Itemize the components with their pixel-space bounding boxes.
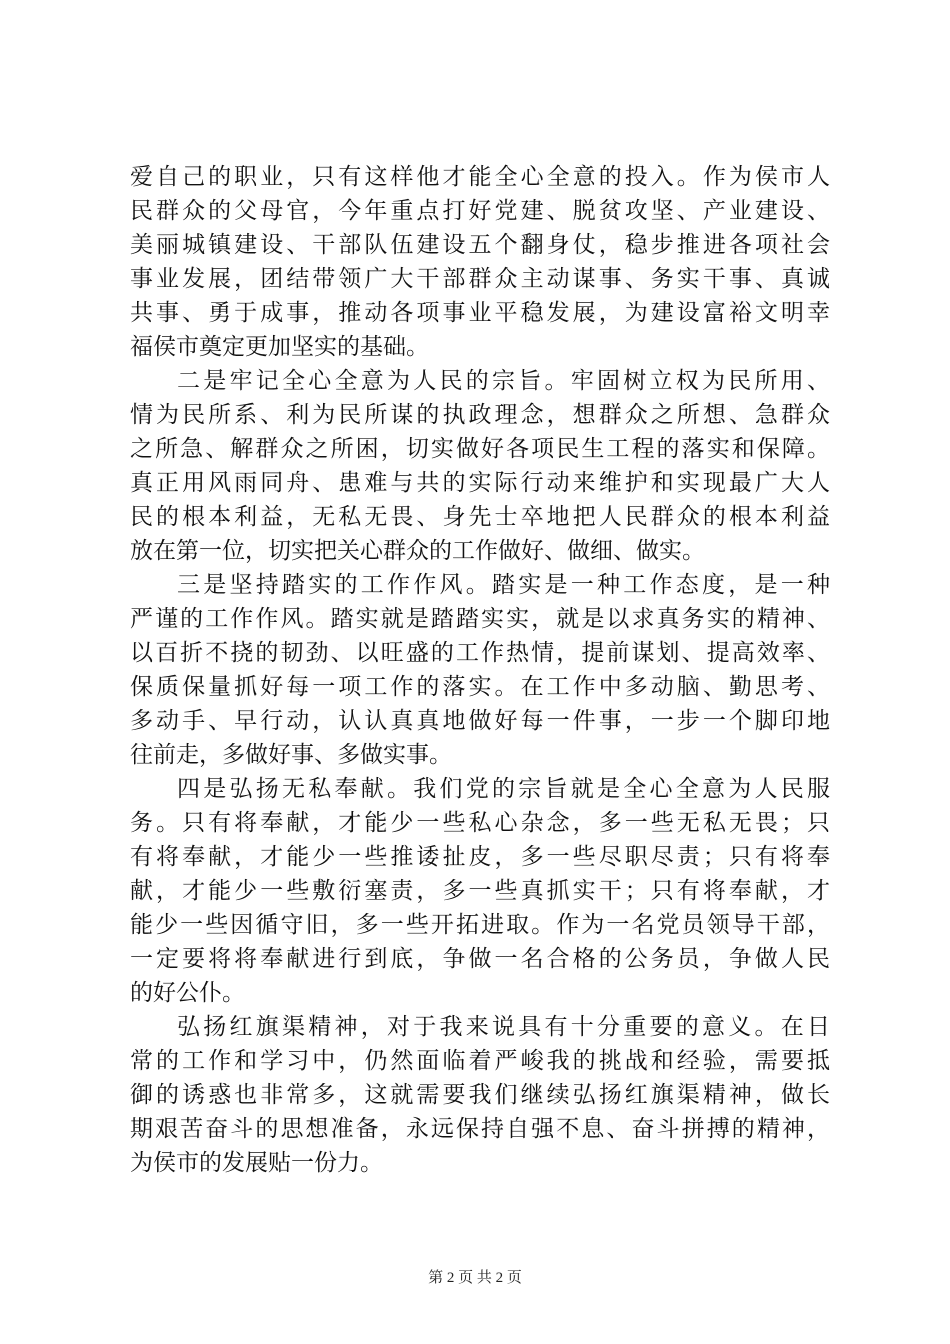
text-line: 能少一些因循守旧，多一些开拓进取。作为一名党员领导干部， [130,912,830,938]
paragraph [130,568,830,772]
paragraph [130,364,830,568]
text-line: 务。只有将奉献，才能少一些私心杂念，多一些无私无畏；只 [130,810,830,836]
text-line: 民的根本利益，无私无畏、身先士卒地把人民群众的根本利益 [130,504,830,530]
text-line: 之所急、解群众之所困，切实做好各项民生工程的落实和保障。 [130,436,830,462]
text-line: 以百折不挠的韧劲、以旺盛的工作热情，提前谋划、提高效率、 [130,640,830,666]
text-line: 三是坚持踏实的工作作风。踏实是一种工作态度，是一种 [177,572,830,598]
paragraph [130,772,830,1010]
text-line: 事业发展，团结带领广大干部群众主动谋事、务实干事、真诚 [130,266,830,292]
text-line: 保质保量抓好每一项工作的落实。在工作中多动脑、勤思考、 [130,674,830,700]
text-line: 弘扬红旗渠精神，对于我来说具有十分重要的意义。在日 [177,1014,830,1040]
paragraph [130,160,830,364]
text-line: 真正用风雨同舟、患难与共的实际行动来维护和实现最广大人 [130,470,830,496]
text-line: 严谨的工作作风。踏实就是踏踏实实，就是以求真务实的精神、 [130,606,830,632]
text-line: 放在第一位，切实把关心群众的工作做好、做细、做实。 [130,538,705,564]
document-body [130,160,830,1180]
text-line: 二是牢记全心全意为人民的宗旨。牢固树立权为民所用、 [177,368,830,394]
text-line: 爱自己的职业，只有这样他才能全心全意的投入。作为侯市人 [130,164,830,190]
text-line: 有将奉献，才能少一些推诿扯皮，多一些尽职尽责；只有将奉 [130,844,830,870]
text-line: 民群众的父母官，今年重点打好党建、脱贫攻坚、产业建设、 [130,198,830,224]
text-line: 期艰苦奋斗的思想准备，永远保持自强不息、奋斗拼搏的精神， [130,1116,830,1142]
text-line: 为侯市的发展贴一份力。 [130,1150,383,1176]
paragraph [130,1010,830,1180]
text-line: 情为民所系、利为民所谋的执政理念，想群众之所想、急群众 [130,402,830,428]
text-line: 美丽城镇建设、干部队伍建设五个翻身仗，稳步推进各项社会 [130,232,830,258]
text-line: 御的诱惑也非常多，这就需要我们继续弘扬红旗渠精神，做长 [130,1082,830,1108]
page-footer: 第 2 页 共 2 页 [428,1270,522,1286]
text-line: 共事、勇于成事，推动各项事业平稳发展，为建设富裕文明幸 [130,300,830,326]
text-line: 常的工作和学习中，仍然面临着严峻我的挑战和经验，需要抵 [130,1048,830,1074]
text-line: 一定要将将奉献进行到底，争做一名合格的公务员，争做人民 [130,946,830,972]
text-line: 献，才能少一些敷衍塞责，多一些真抓实干；只有将奉献，才 [130,878,830,904]
text-line: 的好公仆。 [130,980,245,1006]
text-line: 四是弘扬无私奉献。我们党的宗旨就是全心全意为人民服 [177,776,830,802]
text-line: 福侯市奠定更加坚实的基础。 [130,334,429,360]
text-line: 多动手、早行动，认认真真地做好每一件事，一步一个脚印地 [130,708,830,734]
text-line: 往前走，多做好事、多做实事。 [130,742,452,768]
